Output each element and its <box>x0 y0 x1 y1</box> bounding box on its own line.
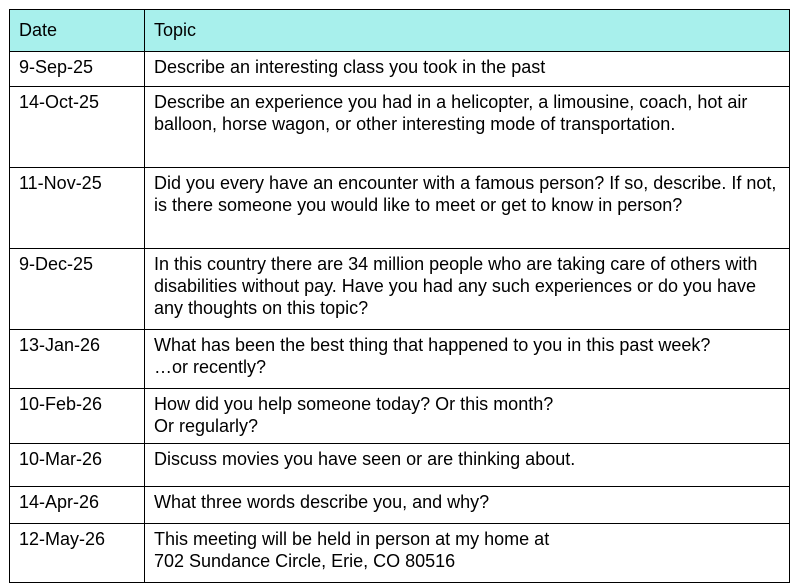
date-column-header: Date <box>10 10 145 52</box>
row-date: 13-Jan-26 <box>10 330 145 389</box>
row-topic <box>145 52 790 87</box>
topic-line: How did you help someone today? Or this month? <box>154 394 554 414</box>
topic-line: Did you every have an encounter with a famous person? If so, describe. If not, is there someone you would like to meet or get to know in person? <box>154 173 777 215</box>
table-row <box>10 168 790 249</box>
row-topic <box>145 524 790 583</box>
topic-line: What has been the best thing that happened to you in this past week? <box>154 335 711 355</box>
topic-line: …or recently? <box>154 357 267 377</box>
header-row <box>10 10 790 52</box>
table-row <box>10 524 790 583</box>
table-row <box>10 87 790 168</box>
topic-column-header: Topic <box>145 10 790 52</box>
table-header <box>10 10 790 52</box>
row-topic <box>145 389 790 444</box>
topic-line: Describe an experience you had in a helicopter, a limousine, coach, hot air balloon, horse wagon, or other interesting mode of transportation. <box>154 92 748 134</box>
meeting-topics-table <box>9 9 790 583</box>
topic-line: This meeting will be held in person at my home at <box>154 529 550 549</box>
row-topic <box>145 249 790 330</box>
topic-line: Or regularly? <box>154 416 259 436</box>
topic-line: Discuss movies you have seen or are thinking about. <box>154 449 576 469</box>
row-date: 10-Mar-26 <box>10 444 145 487</box>
row-topic <box>145 87 790 168</box>
table-row <box>10 389 790 444</box>
row-date: 14-Apr-26 <box>10 487 145 524</box>
topic-line: Describe an interesting class you took in the past <box>154 57 546 77</box>
row-date: 11-Nov-25 <box>10 168 145 249</box>
row-topic <box>145 330 790 389</box>
row-date: 10-Feb-26 <box>10 389 145 444</box>
row-date: 14-Oct-25 <box>10 87 145 168</box>
row-topic <box>145 487 790 524</box>
topic-line: 702 Sundance Circle, Erie, CO 80516 <box>154 551 456 571</box>
table-row <box>10 487 790 524</box>
row-date: 9-Sep-25 <box>10 52 145 87</box>
row-topic <box>145 444 790 487</box>
row-date: 9-Dec-25 <box>10 249 145 330</box>
row-date: 12-May-26 <box>10 524 145 583</box>
topic-line: What three words describe you, and why? <box>154 492 490 512</box>
table-row <box>10 444 790 487</box>
table-row <box>10 52 790 87</box>
table-body <box>10 52 790 583</box>
topic-line: In this country there are 34 million people who are taking care of others with disabilities without pay. Have you had any such experiences or do you have any thoughts on this topic? <box>154 254 758 318</box>
table-row <box>10 249 790 330</box>
table-row <box>10 330 790 389</box>
row-topic <box>145 168 790 249</box>
